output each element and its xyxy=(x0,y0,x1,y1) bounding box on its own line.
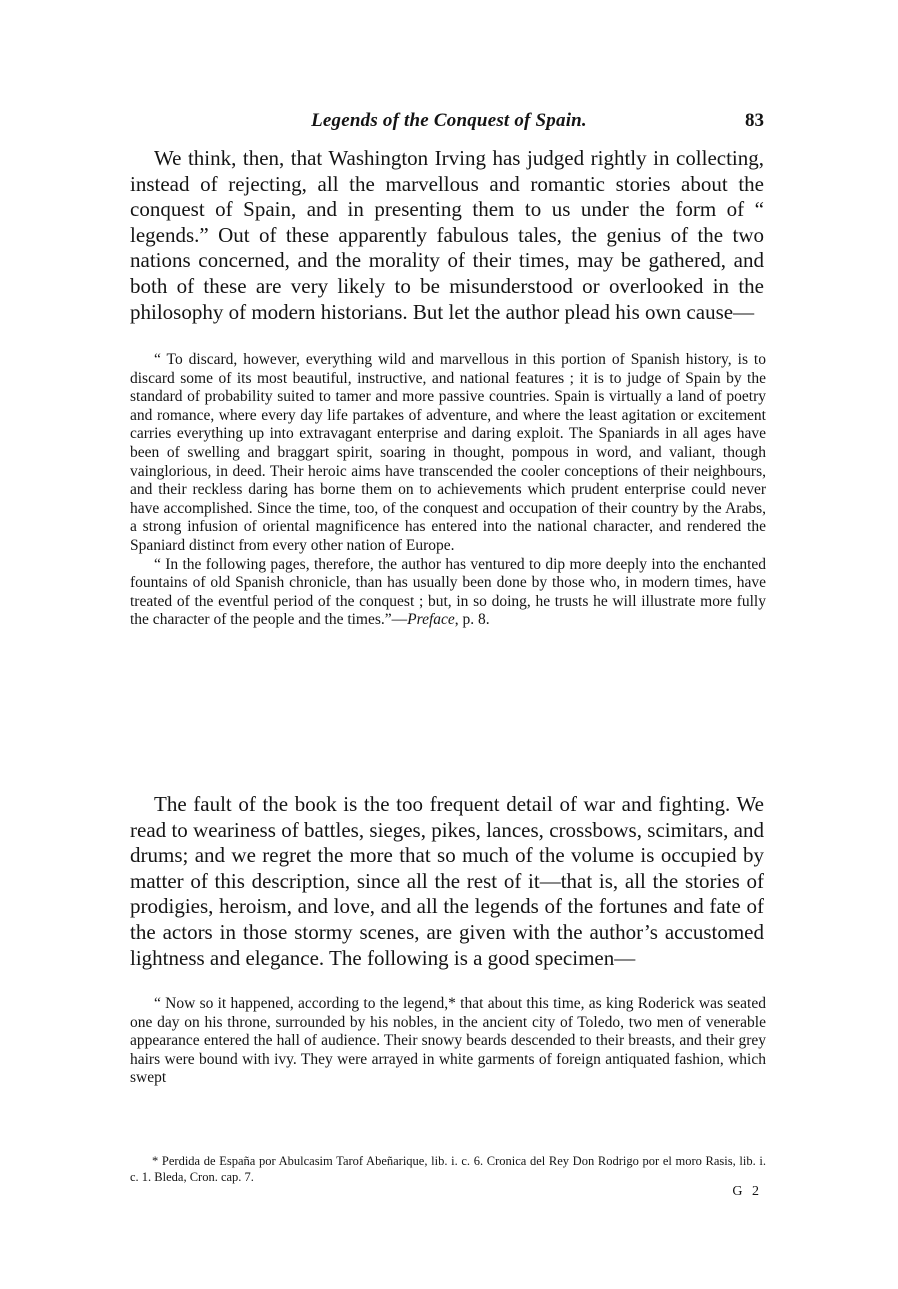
page-number: 83 xyxy=(745,110,764,131)
block-quote-preface xyxy=(130,351,766,630)
body-paragraph: The fault of the book is the too frequent detail of war and fighting. We read to weariness of battles, sieges, pikes, lances, crossbows, scimitars, and drums; and we regret the more that so much of the volume is occupied by matter of this description, since all the rest of it—that is, all the stories of prodigies, heroism, and love, and all the legends of the fortunes and fate of the actors in those stormy scenes, are given with the author’s accustomed lightness and elegance. The following is a good specimen— xyxy=(130,792,764,970)
signature-mark: G 2 xyxy=(732,1184,762,1199)
body-paragraph: We think, then, that Washington Irving has judged rightly in collecting, instead of rejecting, all the marvellous and romantic stories about the conquest of Spain, and in presenting them to us under the form of “ legends.” Out of these apparently fabulous tales, the genius of the two nations concerned, and the morality of their times, may be gathered, and both of these are very likely to be misunderstood or overlooked in the philosophy of modern historians. But let the author plead his own cause— xyxy=(130,146,764,324)
running-title: Legends of the Conquest of Spain. xyxy=(311,110,587,131)
page-header xyxy=(130,110,768,134)
quote-text: “ In the following pages, therefore, the author has ventured to dip more deeply into the enchanted fountains of old Spanish chronicle, than has usually been done by those who, in modern times, have treated of the eventful period of the conquest ; but, in so doing, he trusts he will illustrate more fully the character of the people and the times.”— xyxy=(130,555,766,629)
quote-page-ref: , p. 8. xyxy=(454,611,490,629)
footnote xyxy=(130,1153,766,1185)
body-paragraph-2-block xyxy=(130,792,764,971)
body-paragraph-1-block xyxy=(130,146,764,325)
block-quote-legend xyxy=(130,995,766,1088)
quote-paragraph: “ Now so it happened, according to the legend,* that about this time, as king Roderick was seated one day on his throne, surrounded by his nobles, in the ancient city of Toledo, two men of venerable appearance entered the hall of audience. Their snowy beards descended to their breasts, and their grey hairs were bound with ivy. They were arrayed in white garments of foreign antiquated fashion, which swept xyxy=(130,995,766,1087)
quote-paragraph xyxy=(130,556,766,630)
footnote-text: * Perdida de España por Abulcasim Tarof Abeñarique, lib. i. c. 6. Cronica del Rey Don Rodrigo por el moro Rasis, lib. i. c. 1. Bleda, Cron. cap. 7. xyxy=(130,1154,766,1184)
quote-source: Preface xyxy=(407,611,455,629)
quote-paragraph: “ To discard, however, everything wild and marvellous in this portion of Spanish history, is to discard some of its most beautiful, instructive, and national features ; it is to judge of Spain by the standard of probability suited to tamer and more passive countries. Spain is virtually a land of poetry and romance, where every day life partakes of adventure, and where the least agitation or excitement carries everything up into extravagant enterprise and daring exploit. The Spaniards in all ages have been of swelling and braggart spirit, soaring in thought, pompous in word, and valiant, though vainglorious, in deed. Their heroic aims have transcended the cooler conceptions of their neighbours, and their reckless daring has borne them on to achievements which prudent enterprise could never have accomplished. Since the time, too, of the conquest and occupation of their country by the Arabs, a strong infusion of oriental magnificence has entered into the national character, and rendered the Spaniard distinct from every other nation of Europe. xyxy=(130,351,766,554)
